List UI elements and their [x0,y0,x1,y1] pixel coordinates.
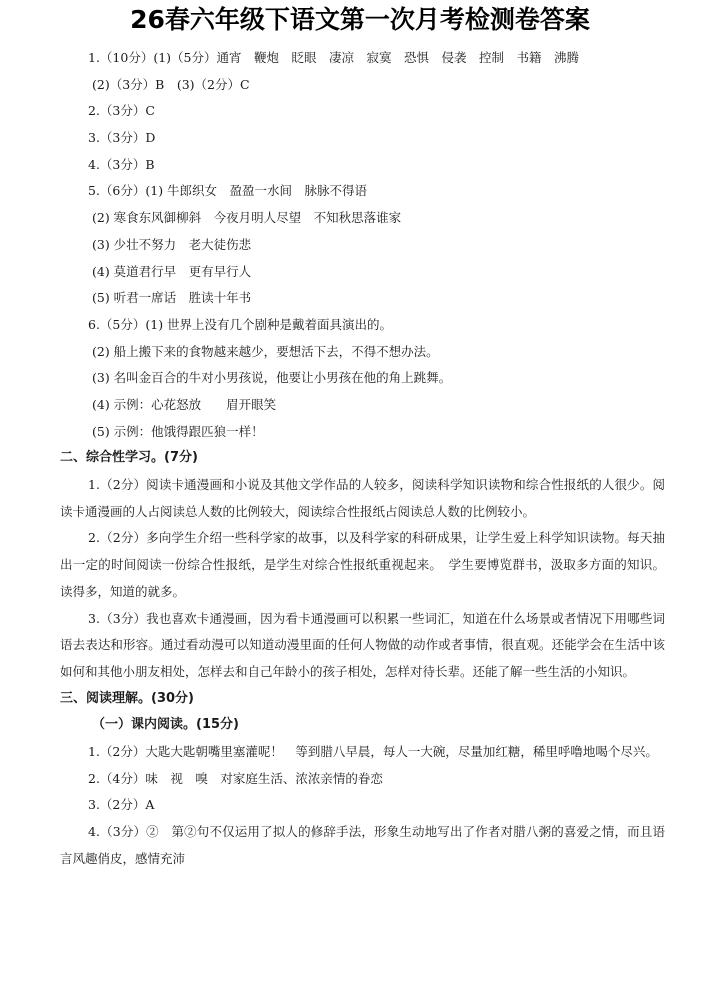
answer-line: (3) 名叫金百合的牛对小男孩说，他要让小男孩在他的角上跳舞。 [92,370,452,386]
answer-line: (2) 船上搬下来的食物越来越少，要想活下去，不得不想办法。 [92,343,439,359]
answer-line: (4) 莫道君行早 更有早行人 [92,263,252,279]
answer-line: 4.（3分）B [88,156,155,172]
answer-line: 3.（3分）D [88,130,156,146]
answer-line: (5) 示例：他饿得跟匹狼一样！ [92,423,264,439]
answer-content [60,45,665,872]
answer-line: 4.（3分）② 第②句不仅运用了拟人的修辞手法，形象生动地写出了作者对腊八粥的喜爱之情，而且语言风趣俏皮，感情充沛 [60,824,665,866]
answer-line: (3) 少壮不努力 老大徒伤悲 [92,236,252,252]
answer-line: (2)（3分）B (3)（2分）C [92,76,250,92]
answer-line: 1.（2分）阅读卡通漫画和小说及其他文学作品的人较多，阅读科学知识读物和综合性报纸的人很少。阅读卡通漫画的人占阅读总人数的比例较大，阅读综合性报纸占阅读总人数的比例较小。 [60,477,665,519]
answer-line: 5.（6分）(1) 牛郎织女 盈盈一水间 脉脉不得语 [88,183,368,199]
answer-line: 6.（5分）(1) 世界上没有几个剧种是戴着面具演出的。 [88,316,393,332]
section-heading: 三、阅读理解。(30分) [60,690,194,706]
answer-line: (5) 听君一席话 胜读十年书 [92,290,252,306]
answer-line: 2.（3分）C [88,103,155,119]
answer-line: 2.（4分）味 视 嗅 对家庭生活、浓浓亲情的眷恋 [88,770,383,786]
answer-line: 1.（10分）(1)（5分）通宵 鞭炮 眨眼 凄凉 寂寞 恐惧 侵袭 控制 书籍 沸腾 [88,50,579,65]
answer-line: 1.（2分）大匙大匙朝嘴里塞灌呢！ 等到腊八早晨，每人一大碗，尽量加红糖，稀里呼噜地喝个尽兴。 [88,744,658,759]
answer-line: 3.（3分）我也喜欢卡通漫画，因为看卡通漫画可以积累一些词汇，知道在什么场景或者情况下用哪些词语去表达和形容。通过看动漫可以知道动漫里面的任何人物做的动作或者事情，很直观。还能学会在生活中该如何和其他小朋友相处，怎样去和自己年龄小的孩子相处，怎样对待长辈。还能了解一些生活的小知识。 [60,610,665,679]
section-heading: （一）课内阅读。(15分) [92,717,239,733]
answer-line: (4) 示例：心花怒放 眉开眼笑 [92,396,277,412]
section-heading: 二、综合性学习。(7分) [60,450,198,466]
page-title: 26春六年级下语文第一次月考检测卷答案 [130,5,590,34]
answer-line: 3.（2分）A [88,797,155,813]
answer-line: (2) 寒食东风御柳斜 今夜月明人尽望 不知秋思落谁家 [92,210,402,226]
answer-line: 2.（2分）多向学生介绍一些科学家的故事，以及科学家的科研成果，让学生爱上科学知识读物。每天抽出一定的时间阅读一份综合性报纸，是学生对综合性报纸重视起来。 学生要博览群书，汲取多方面的知识。读得多，知道的就多。 [60,530,665,599]
